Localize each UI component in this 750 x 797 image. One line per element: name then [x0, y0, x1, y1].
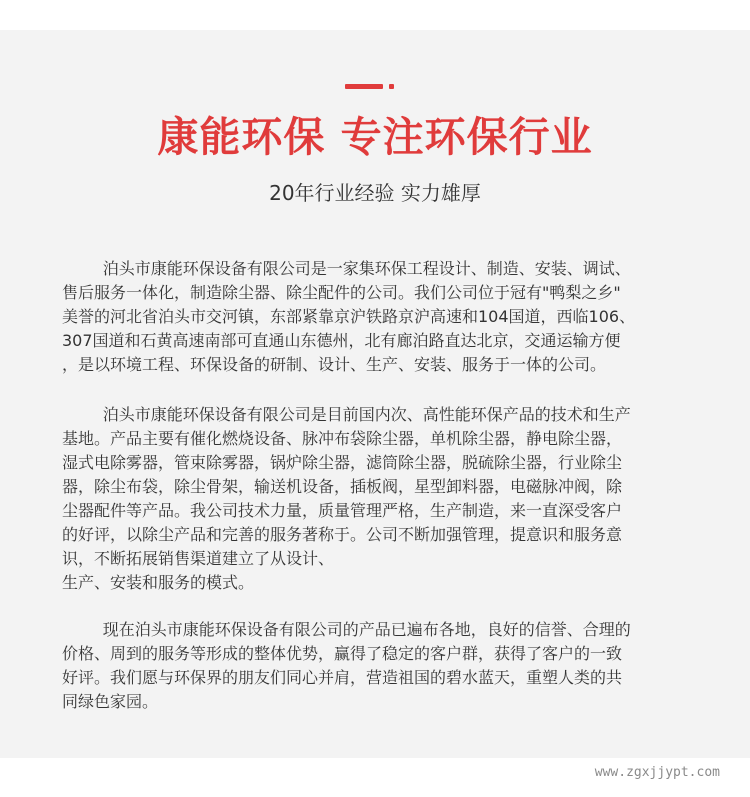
- paragraph-line: 的好评，以除尘产品和完善的服务著称于。公司不断加强管理，提意识和服务意: [62, 525, 623, 544]
- products-paragraph: [62, 403, 698, 595]
- paragraph-line: 好评。我们愿与环保界的朋友们同心并肩，营造祖国的碧水蓝天，重塑人类的共: [62, 668, 623, 687]
- paragraph-line: 湿式电除雾器，管束除雾器，锅炉除尘器，滤筒除尘器，脱硫除尘器，行业除尘: [62, 453, 623, 472]
- paragraph-line: 器，除尘布袋，除尘骨架，输送机设备，插板阀，星型卸料器，电磁脉冲阀，除: [62, 477, 623, 496]
- paragraph-line: 美誉的河北省泊头市交河镇，东部紧靠京沪铁路京沪高速和104国道，西临106、: [62, 307, 636, 326]
- paragraph-line: 泊头市康能环保设备有限公司是目前国内次、高性能环保产品的技术和生产: [62, 405, 631, 424]
- paragraph-line: 现在泊头市康能环保设备有限公司的产品已遍布各地，良好的信誉、合理的: [62, 620, 631, 639]
- top-band: [0, 0, 750, 30]
- page-subtitle: 20年行业经验 实力雄厚: [269, 181, 481, 205]
- paragraph-line: 307国道和石黄高速南部可直通山东德州，北有廊泊路直达北京，交通运输方便: [62, 331, 621, 350]
- intro-paragraph: [62, 257, 698, 377]
- paragraph-line: 基地。产品主要有催化燃烧设备、脉冲布袋除尘器，单机除尘器，静电除尘器，: [62, 429, 623, 448]
- paragraph-line: 价格、周到的服务等形成的整体优势，赢得了稳定的客户群，获得了客户的一致: [62, 644, 623, 663]
- accent-bar: [345, 84, 383, 89]
- watermark-text: www.zgxjjypt.com: [594, 765, 720, 780]
- paragraph-line: 生产、安装和服务的模式。: [62, 573, 255, 592]
- paragraph-line: 售后服务一体化，制造除尘器、除尘配件的公司。我们公司位于冠有"鸭梨之乡": [62, 283, 621, 302]
- paragraph-line: 同绿色家园。: [62, 692, 159, 711]
- paragraph-line: ，是以环境工程、环保设备的研制、设计、生产、安装、服务于一体的公司。: [62, 355, 607, 374]
- accent-dot: [389, 84, 394, 89]
- page-title: 康能环保 专注环保行业: [157, 113, 593, 161]
- closing-paragraph: [62, 618, 698, 714]
- paragraph-line: 尘器配件等产品。我公司技术力量，质量管理严格，生产制造，来一直深受客户: [62, 501, 623, 520]
- paragraph-line: 识，不断拓展销售渠道建立了从设计、: [62, 549, 335, 568]
- paragraph-line: 泊头市康能环保设备有限公司是一家集环保工程设计、制造、安装、调试、: [62, 259, 631, 278]
